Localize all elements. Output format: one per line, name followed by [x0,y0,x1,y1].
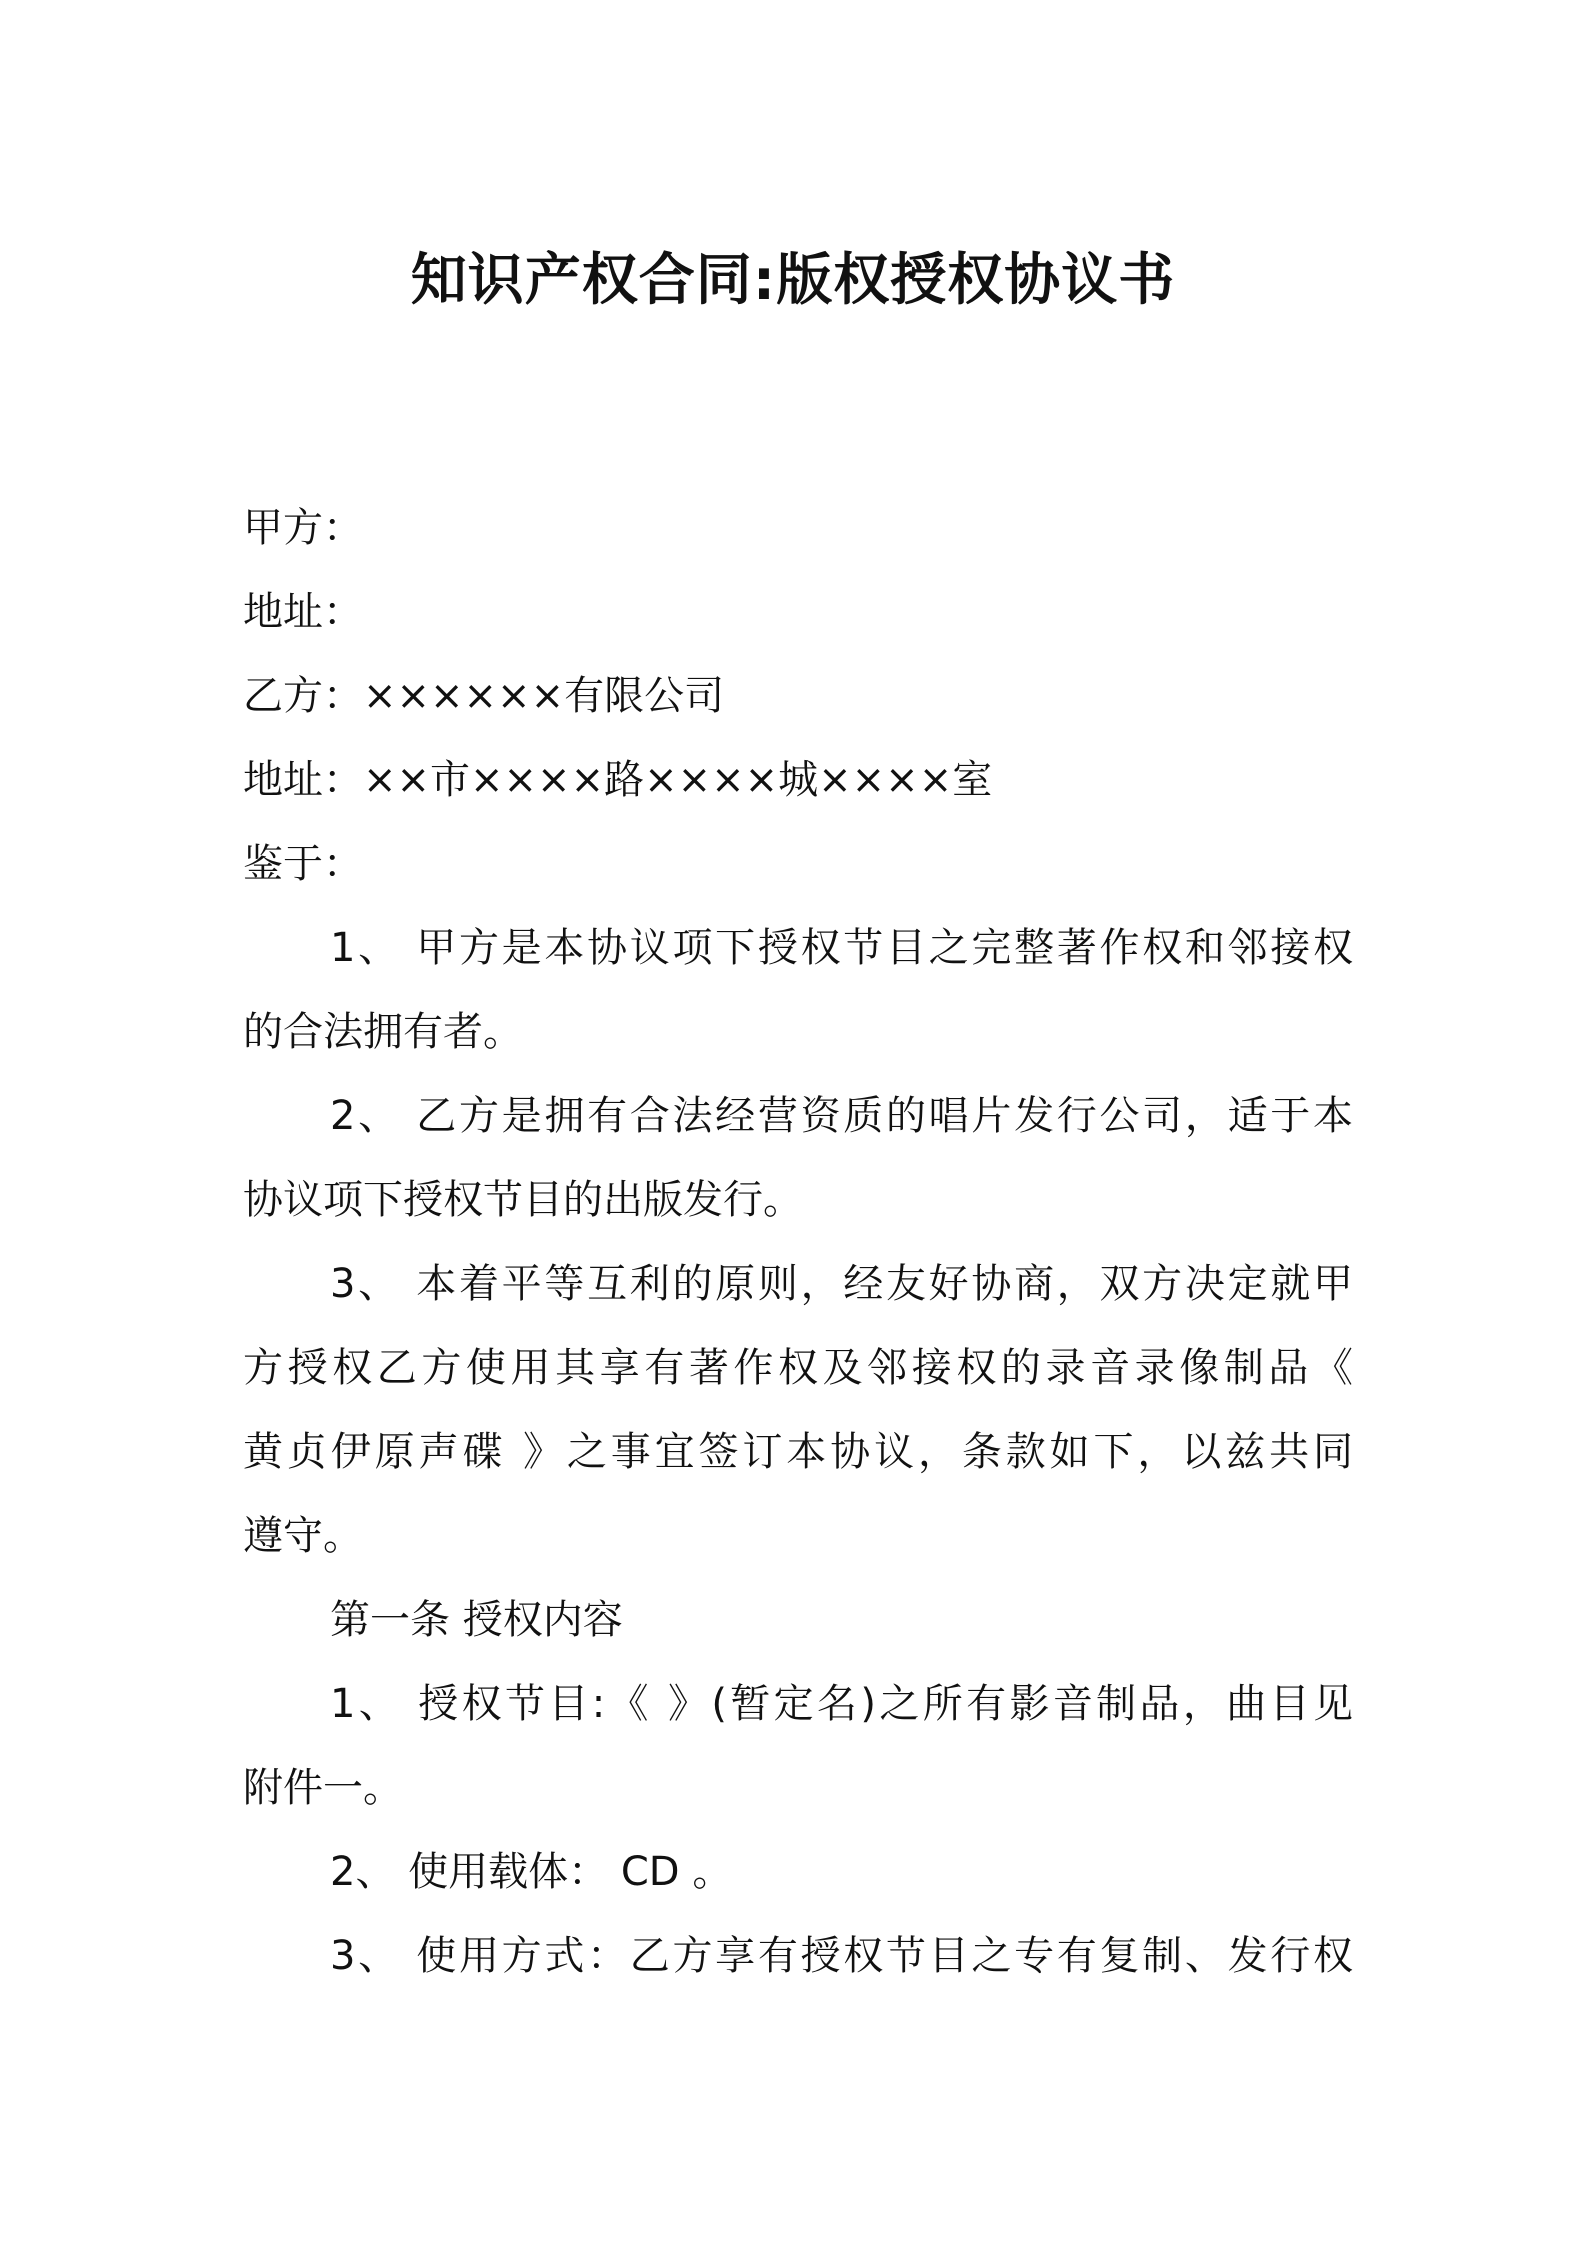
paragraph-2-line-2: 协议项下授权节目的出版发行。 [243,1177,803,1223]
paragraph-2-line-1: 2、 乙方是拥有合法经营资质的唱片发行公司，适于本 [330,1093,1353,1139]
paragraph-1-line-2: 的合法拥有者。 [243,1009,523,1055]
article-1-item-1-line-2: 附件一。 [243,1765,403,1811]
whereas-line: 鉴于： [243,841,363,887]
party-b-line: 乙方：××××××有限公司 [243,673,725,719]
document-title: 知识产权合同:版权授权协议书 [410,248,1176,313]
address-b-line: 地址：××市××××路××××城××××室 [243,757,993,803]
article-1-heading: 第一条 授权内容 [330,1597,623,1643]
paragraph-3-line-2: 方授权乙方使用其享有著作权及邻接权的录音录像制品《 [243,1345,1353,1391]
paragraph-3-line-3: 黄贞伊原声碟 》之事宜签订本协议，条款如下，以兹共同 [243,1429,1353,1475]
article-1-item-3-line-1: 3、 使用方式：乙方享有授权节目之专有复制、发行权 [330,1933,1353,1979]
article-1-item-1-line-1: 1、 授权节目:《 》(暂定名)之所有影音制品，曲目见 [330,1681,1353,1727]
party-a-line: 甲方： [243,505,363,551]
address-a-line: 地址： [243,589,363,635]
paragraph-1-line-1: 1、 甲方是本协议项下授权节目之完整著作权和邻接权 [330,925,1353,971]
paragraph-3-line-4: 遵守。 [243,1513,363,1559]
paragraph-3-line-1: 3、 本着平等互利的原则，经友好协商，双方决定就甲 [330,1261,1353,1307]
article-1-item-2: 2、 使用载体： CD 。 [330,1849,733,1895]
